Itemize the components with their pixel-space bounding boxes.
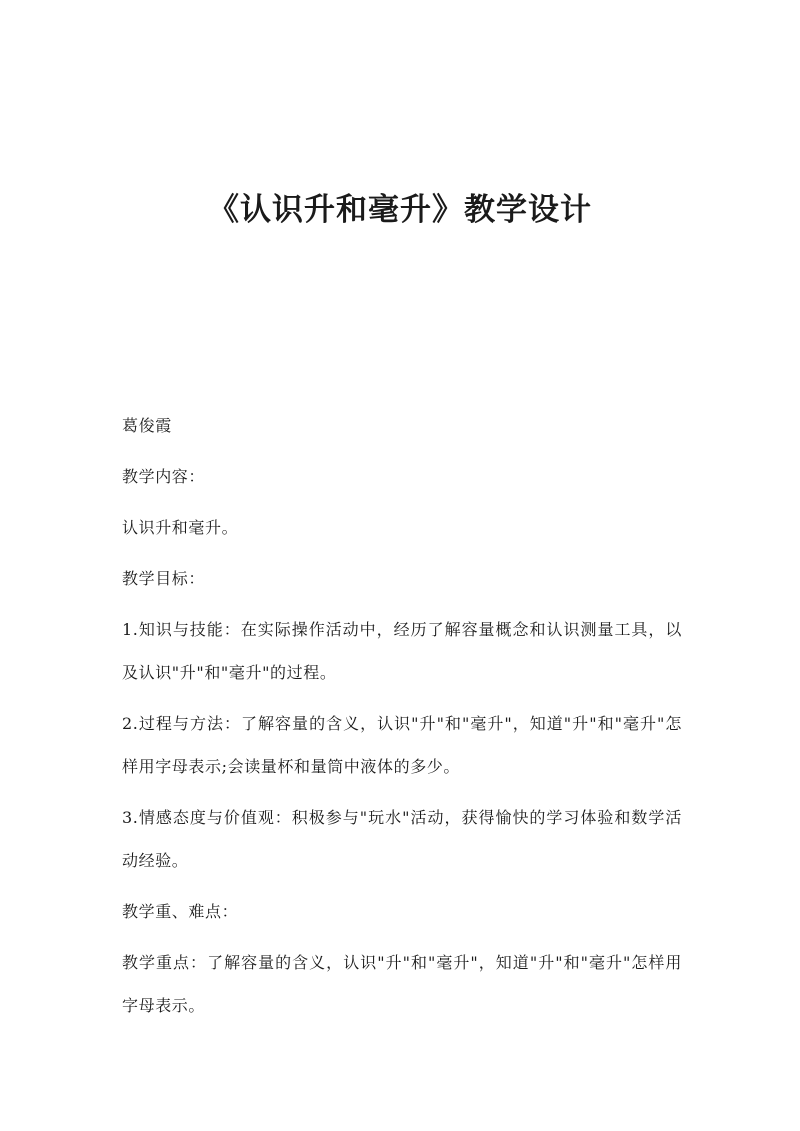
- section-heading-key-points: 教学重、难点：: [122, 902, 239, 921]
- objective-process-methods: 2.过程与方法：了解容量的含义，认识"升"和"毫升"，知道"升"和"毫升"怎样用字母表示;会读量杯和量筒中液体的多少。: [122, 714, 682, 776]
- document-body: [122, 404, 682, 1035]
- key-point-text: 教学重点：了解容量的含义，认识"升"和"毫升"，知道"升"和"毫升"怎样用字母表示。: [122, 953, 682, 1015]
- objective-emotions-values: 3.情感态度与价值观：积极参与"玩水"活动，获得愉快的学习体验和数学活动经验。: [122, 808, 682, 870]
- section-heading-content: 教学内容：: [122, 467, 206, 486]
- author-name: 葛俊霞: [122, 416, 172, 435]
- document-title: 《认识升和毫升》教学设计: [208, 192, 592, 228]
- section-heading-objectives: 教学目标：: [122, 569, 206, 588]
- objective-knowledge-skills: 1.知识与技能：在实际操作活动中，经历了解容量概念和认识测量工具，以及认识"升"和"毫升"的过程。: [122, 620, 682, 682]
- content-text: 认识升和毫升。: [122, 518, 239, 537]
